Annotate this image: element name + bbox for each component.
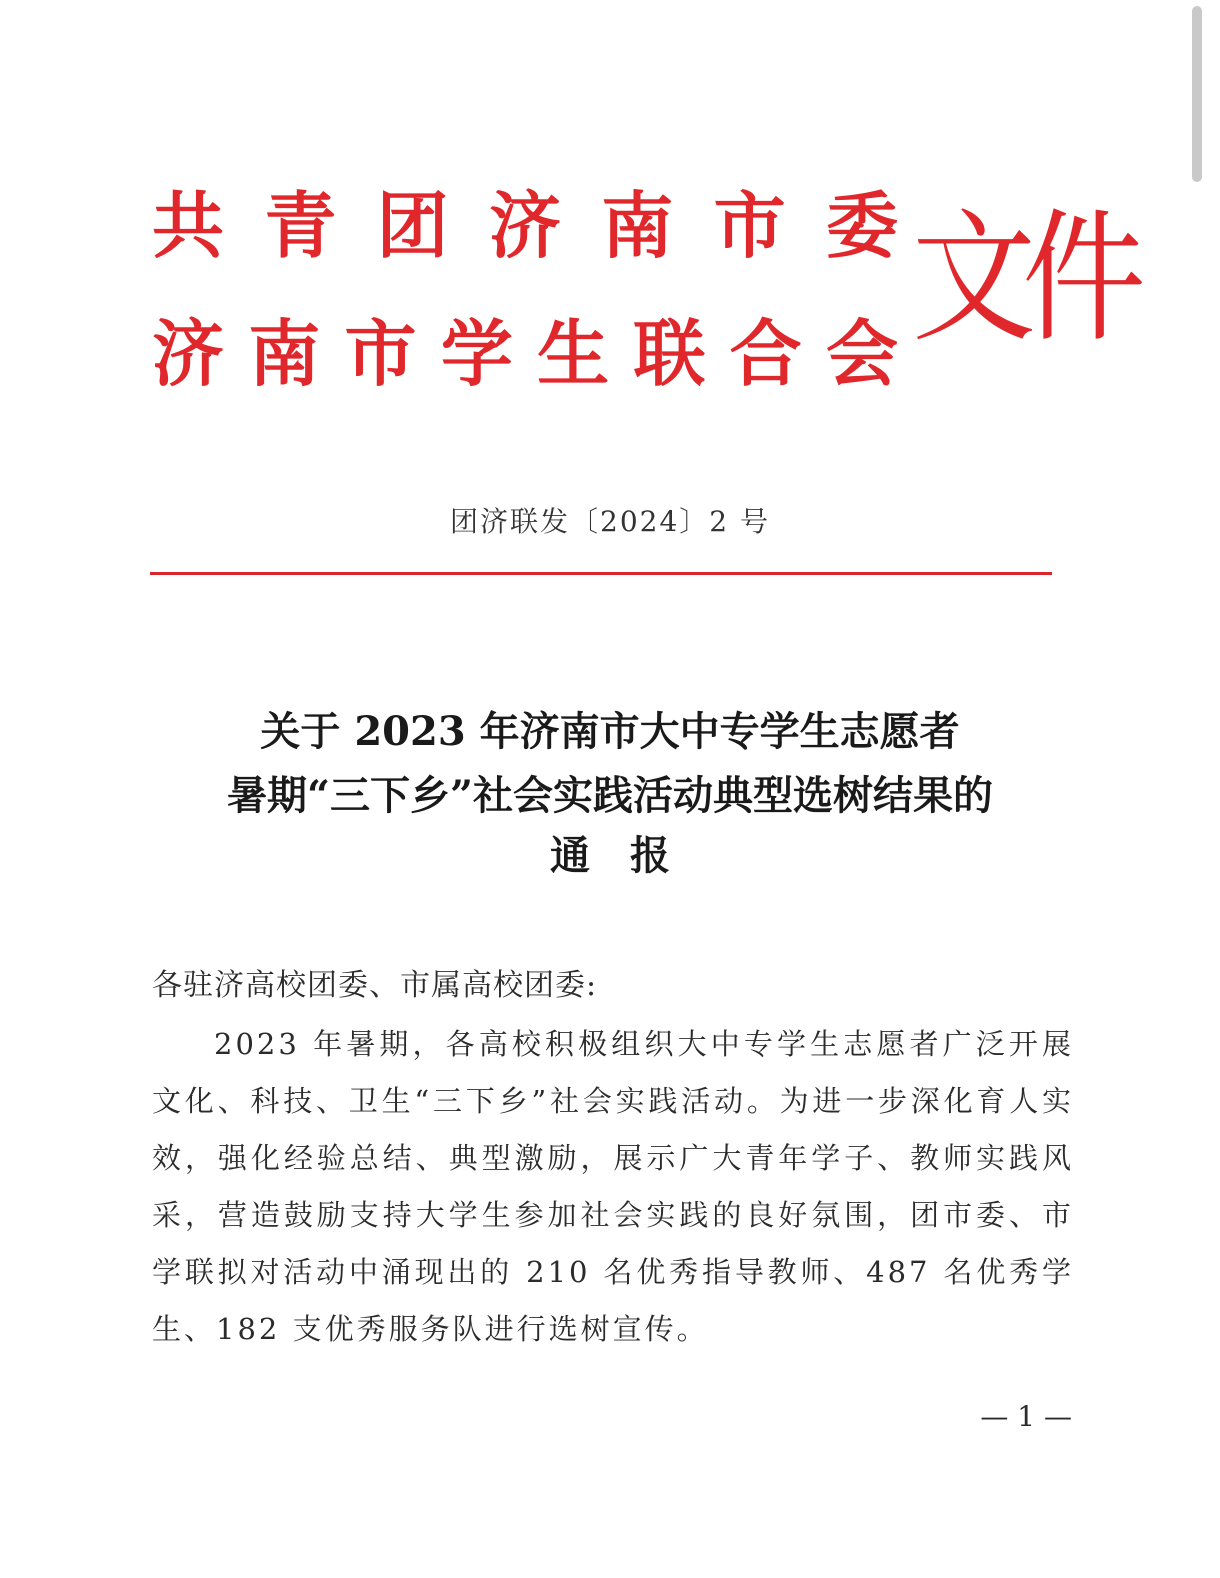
letterhead-document-word: 文件 — [912, 196, 1133, 363]
document-number: 团济联发〔2024〕2 号 — [450, 505, 770, 538]
scrollbar[interactable] — [1186, 0, 1220, 1578]
document-title-line-1: 关于 2023 年济南市大中专学生志愿者 — [260, 708, 960, 755]
letterhead-char: 联 — [633, 312, 706, 396]
letterhead-char: 市 — [713, 184, 786, 268]
letterhead-char: 济 — [151, 312, 224, 396]
letterhead-char: 委 — [825, 184, 898, 268]
letterhead-char: 青 — [264, 184, 337, 268]
letterhead-char: 南 — [248, 312, 321, 396]
salutation: 各驻济高校团委、市属高校团委: — [152, 968, 598, 1003]
letterhead-char: 学 — [440, 312, 513, 396]
letterhead-char: 合 — [729, 312, 802, 396]
letterhead-char: 市 — [344, 312, 417, 396]
letterhead-org-line-2 — [150, 312, 900, 396]
document-title-line-2: 暑期“三下乡”社会实践活动典型选树结果的 — [226, 772, 993, 819]
page-number: — 1 — — [980, 1400, 1072, 1433]
document-title-line-3: 通报 — [550, 832, 710, 879]
scrollbar-thumb[interactable] — [1192, 6, 1202, 182]
letterhead-char: 共 — [151, 184, 224, 268]
letterhead-char: 南 — [601, 184, 674, 268]
letterhead-char: 生 — [537, 312, 610, 396]
letterhead-char: 会 — [825, 312, 898, 396]
letterhead-char: 济 — [488, 184, 561, 268]
letterhead-char: 团 — [376, 184, 449, 268]
body-paragraph: 2023 年暑期，各高校积极组织大中专学生志愿者广泛开展文化、科技、卫生“三下乡”社会实践活动。为进一步深化育人实效，强化经验总结、典型激励，展示广大青年学子、教师实践风采，营造鼓励支持大学生参加社会实践的良好氛围，团市委、市学联拟对活动中涌现出的 210 名优秀指导教师、487 名优秀学生、182 支优秀服务队进行选树宣传。 — [152, 1027, 1074, 1346]
red-divider-line — [150, 572, 1052, 575]
letterhead-org-line-1 — [150, 184, 900, 268]
